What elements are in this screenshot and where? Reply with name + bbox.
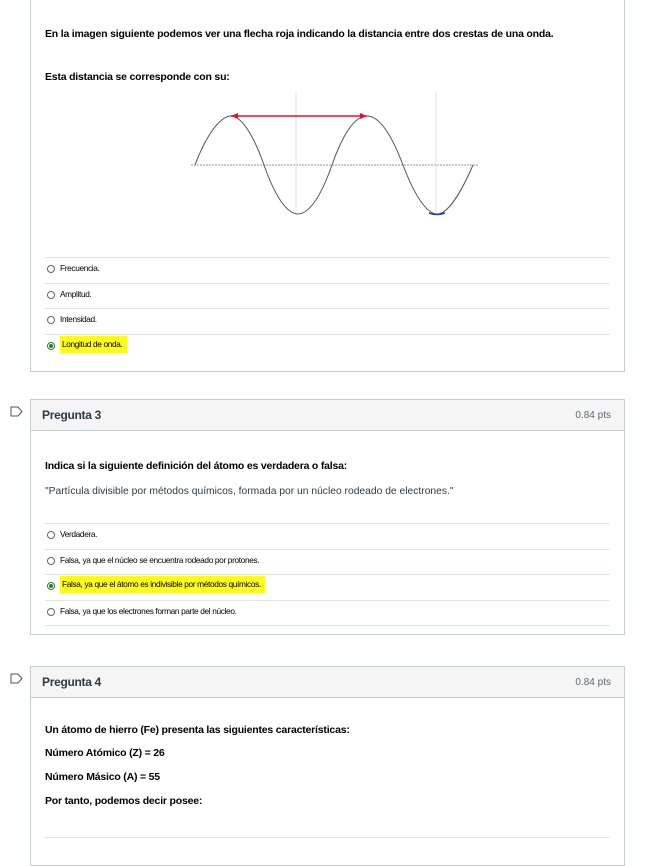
radio-button[interactable] (47, 316, 55, 324)
question-2-card (30, 0, 625, 372)
question-3-header (31, 400, 624, 431)
radio-button[interactable] (47, 608, 55, 616)
question-title: Pregunta 3 (42, 408, 102, 422)
answer-option[interactable] (45, 549, 610, 575)
question-3-quote: "Partícula divisible por métodos químicos, formada por un núcleo rodeado de electrones." (45, 486, 454, 497)
answer-option[interactable] (45, 600, 610, 627)
question-4-header (31, 667, 624, 698)
arrow-head-left (231, 113, 238, 119)
answer-option[interactable] (45, 257, 610, 283)
answer-label: Falsa, ya que los electrones forman parte del núcleo. (60, 605, 237, 616)
question-4-line: Un átomo de hierro (Fe) presenta las siguientes características: (45, 724, 350, 736)
answer-label: Falsa, ya que el núcleo se encuentra rodeado por protones. (60, 554, 260, 565)
question-4-line: Número Másico (A) = 55 (45, 771, 160, 783)
answer-option[interactable] (45, 523, 610, 549)
answer-option[interactable] (45, 283, 610, 309)
question-3-answers (45, 523, 610, 626)
answer-label: Falsa, ya que el átomo es indivisible por métodos químicos. (60, 576, 265, 593)
radio-button[interactable] (47, 291, 55, 299)
radio-button-selected[interactable] (47, 582, 55, 590)
answer-option-selected[interactable] (45, 574, 610, 600)
answer-label: Amplitud. (60, 288, 92, 299)
answer-label: Frecuencia. (60, 263, 100, 273)
radio-button[interactable] (47, 265, 55, 273)
question-2-text: En la imagen siguiente podemos ver una flecha roja indicando la distancia entre dos crestas de una onda. (45, 28, 554, 40)
question-3-card (30, 399, 625, 635)
radio-button-selected[interactable] (47, 342, 55, 350)
question-3-prompt: Indica si la siguiente definición del átomo es verdadera o falsa: (45, 460, 348, 472)
radio-button[interactable] (47, 557, 55, 565)
answer-divider (45, 837, 610, 838)
arrow-head-right (360, 113, 367, 119)
radio-button[interactable] (47, 531, 55, 539)
question-points: 0.84 pts (575, 677, 611, 688)
question-title: Pregunta 4 (42, 675, 102, 689)
answer-option[interactable] (45, 308, 610, 334)
flag-question-icon[interactable] (10, 406, 23, 417)
answer-option-selected[interactable] (45, 334, 610, 360)
question-2-prompt: Esta distancia se corresponde con su: (45, 71, 230, 83)
question-points: 0.84 pts (575, 410, 611, 421)
wave-trough-mark (429, 213, 445, 215)
question-2-answers (45, 257, 610, 359)
answer-label: Intensidad. (60, 314, 97, 324)
question-4-card (30, 666, 625, 866)
question-4-line: Número Atómico (Z) = 26 (45, 747, 165, 759)
answer-label: Verdadera. (60, 529, 98, 539)
answer-label: Longitud de onda. (60, 336, 127, 353)
flag-question-icon[interactable] (10, 673, 23, 684)
question-4-prompt: Por tanto, podemos decir posee: (45, 795, 203, 807)
wave-diagram (191, 90, 481, 220)
